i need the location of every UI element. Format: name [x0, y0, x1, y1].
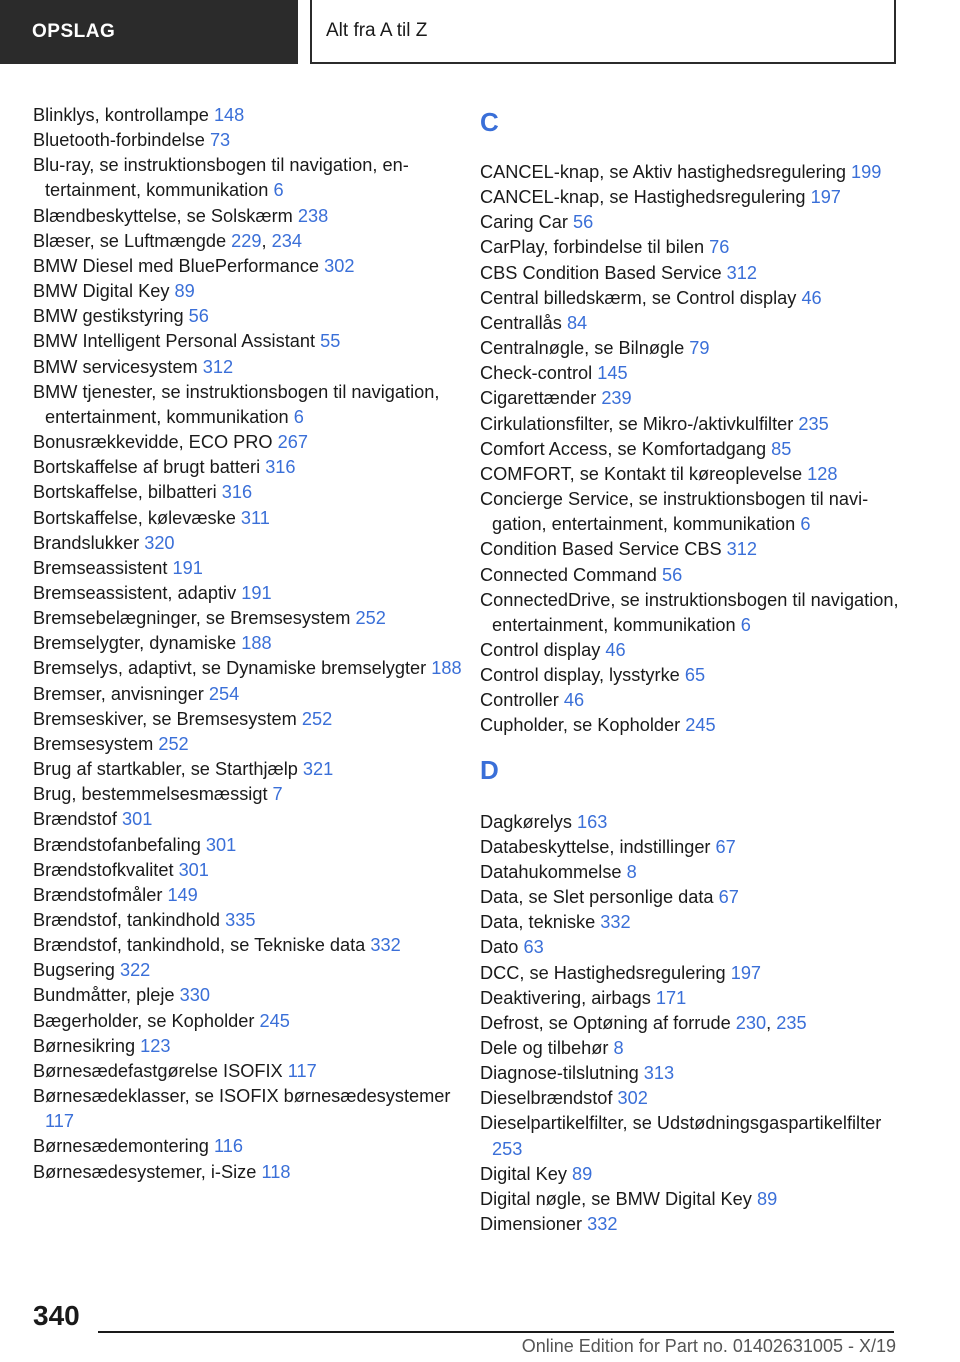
page-ref-link[interactable]: 332	[587, 1214, 618, 1235]
index-term: Dele og tilbehør	[480, 1038, 614, 1058]
index-term: CANCEL-knap, se Hastighedsregulering	[480, 187, 811, 208]
page-ref-link[interactable]: 302	[324, 255, 355, 276]
index-group-c	[480, 160, 900, 739]
index-term: Blu-ray, se instruktionsbogen til navigation, entertainment, kommunikation	[33, 155, 409, 201]
index-term: Bremseskiver, se Bremsesystem	[33, 708, 302, 729]
page-ref-link[interactable]: 73	[209, 130, 231, 151]
index-term: DCC, se Hastighedsregulering	[480, 962, 731, 983]
index-term: Dieselpartikelfilter, se Udstødningsgaspartikelfilter	[480, 1113, 882, 1134]
index-term: CarPlay, forbindelse til bilen	[480, 237, 710, 258]
index-term: Bremsesystem	[33, 733, 159, 754]
index-term: Bremselygter, dynamiske	[33, 633, 242, 654]
index-term: Brug, bestemmelsesmæssigt	[33, 784, 273, 805]
index-entry	[33, 958, 463, 983]
index-entry	[33, 229, 463, 254]
index-term: Databeskyttelse, indstillinger	[480, 836, 716, 857]
index-term: Børnesædefastgørelse ISOFIX	[33, 1060, 288, 1081]
page-ref-link[interactable]: 229	[231, 230, 262, 251]
page-ref-link[interactable]: 8	[626, 861, 637, 882]
page-ref-link[interactable]: 199	[851, 162, 882, 182]
index-entry	[33, 631, 463, 656]
index-term: Condition Based Service CBS	[480, 539, 727, 560]
page-ref-link[interactable]: 188	[241, 633, 272, 654]
page-ref-link[interactable]: 7	[272, 784, 283, 805]
index-term: Control display, lysstyrke	[480, 665, 685, 686]
index-entry	[480, 361, 900, 386]
page-ref-link[interactable]: 252	[355, 608, 386, 629]
index-term: Diagnose-tilslutning	[480, 1063, 644, 1084]
index-entry	[480, 1061, 900, 1086]
index-entry	[33, 1134, 463, 1159]
index-entry	[480, 588, 900, 638]
index-term: Centrallås	[480, 312, 567, 333]
page-ref-link[interactable]: 320	[144, 532, 175, 553]
index-entry	[33, 707, 463, 732]
index-entry	[33, 682, 463, 707]
index-column-right	[480, 103, 900, 1237]
page-ref-link[interactable]: 89	[174, 281, 195, 302]
index-entry	[480, 563, 900, 588]
index-term: Blæser, se Luftmængde	[33, 230, 232, 251]
index-entry	[33, 933, 463, 958]
index-entry	[480, 910, 900, 935]
index-entry	[33, 355, 463, 380]
page-ref-link[interactable]: 191	[172, 557, 203, 578]
page-ref-link[interactable]: 321	[302, 759, 334, 780]
footer-divider	[98, 1331, 894, 1333]
index-term: Digital Key	[480, 1163, 572, 1184]
page-ref-link[interactable]: 65	[684, 665, 706, 686]
letter-heading-c: C	[480, 107, 499, 137]
index-term: Digital nøgle, se BMW Digital Key	[480, 1188, 757, 1209]
index-term: Børnesædemontering	[33, 1136, 214, 1157]
page-ref-link[interactable]: 79	[689, 338, 710, 359]
index-term: BMW tjenester, se instruktionsbogen til navigation, entertainment, kommunikation	[33, 381, 440, 427]
index-entry	[33, 807, 463, 832]
index-column-left	[33, 103, 463, 1185]
index-entry	[480, 1187, 900, 1212]
index-entry	[33, 757, 463, 782]
page-ref-link[interactable]: 145	[597, 363, 628, 384]
index-term: Børnesikring	[33, 1035, 141, 1056]
page-ref-link[interactable]: 191	[241, 582, 272, 603]
index-entry	[33, 430, 463, 455]
index-entry	[480, 487, 900, 537]
index-entry	[480, 961, 900, 986]
page-ref-link[interactable]: 312	[726, 539, 758, 560]
page-ref-link[interactable]: 149	[167, 884, 198, 905]
page-ref-link[interactable]: 197	[810, 187, 841, 208]
page-ref-link[interactable]: 89	[572, 1163, 593, 1184]
index-entry	[480, 810, 900, 835]
page-ref-link[interactable]: 46	[801, 287, 822, 308]
page-ref-link[interactable]: 6	[800, 514, 811, 535]
index-entry	[33, 254, 463, 279]
index-group-d	[480, 810, 900, 1238]
index-term: Concierge Service, se instruktionsbogen til navigation, entertainment, kommunikation	[480, 489, 869, 535]
index-entry	[33, 782, 463, 807]
index-term: Cirkulationsfilter, se Mikro-/aktivkulfilter	[480, 413, 799, 434]
index-term: Bortskaffelse, bilbatteri	[33, 482, 222, 503]
index-term: ConnectedDrive, se instruktionsbogen til navigation, entertainment, kommunikation	[480, 589, 899, 635]
page-ref-link[interactable]: 301	[121, 809, 153, 830]
index-entry	[33, 153, 463, 203]
page-ref-link[interactable]: 46	[605, 639, 626, 660]
page-ref-link[interactable]: 332	[370, 935, 401, 956]
index-entry	[480, 885, 900, 910]
index-term: Bremser, anvisninger	[33, 683, 209, 704]
index-term: Bortskaffelse af brugt batteri	[33, 457, 266, 478]
index-entry	[480, 210, 900, 235]
page-ref-link[interactable]: 117	[287, 1060, 317, 1081]
page-ref-link[interactable]: 118	[261, 1161, 291, 1182]
index-entry	[33, 506, 463, 531]
index-entry	[33, 732, 463, 757]
index-entry	[480, 336, 900, 361]
index-entry	[33, 1059, 463, 1084]
page-ref-link[interactable]: 316	[265, 457, 296, 478]
page-ref-link[interactable]: 148	[213, 105, 245, 125]
index-entry	[480, 835, 900, 860]
index-entry	[33, 531, 463, 556]
index-term: Comfort Access, se Komfortadgang	[480, 438, 772, 459]
index-term: Børnesædeklasser, se ISOFIX børnesædesystemer	[33, 1086, 451, 1107]
index-term: Check-control	[480, 363, 598, 384]
index-entry	[33, 455, 463, 480]
page-ref-link[interactable]: 55	[320, 331, 341, 352]
index-entry	[33, 480, 463, 505]
index-entry	[480, 688, 900, 713]
index-entry	[33, 380, 463, 430]
index-entry	[480, 860, 900, 885]
index-term: Bremselys, adaptivt, se Dynamiske bremselygter	[33, 658, 432, 679]
page-ref-link[interactable]: 85	[771, 438, 792, 459]
index-term: Bundmåtter, pleje	[33, 985, 180, 1006]
index-entry	[480, 663, 900, 688]
index-term: Caring Car	[480, 212, 573, 233]
page-ref-link[interactable]: 46	[563, 690, 585, 711]
index-entry	[480, 160, 900, 185]
index-term: Controller	[480, 690, 564, 711]
index-term: Brændstof, tankindhold, se Tekniske data	[33, 935, 371, 956]
index-entry	[480, 437, 900, 462]
index-term: Dagkørelys	[480, 811, 578, 832]
index-term: BMW Intelligent Personal Assistant	[33, 331, 321, 352]
index-term: Dieselbrændstof	[480, 1088, 618, 1109]
letter-heading-d: D	[480, 754, 499, 785]
index-entry	[480, 261, 900, 286]
page-ref-link[interactable]: 254	[208, 683, 240, 704]
index-term: Bonusrækkevidde, ECO PRO	[33, 432, 278, 453]
page-ref-link[interactable]: 322	[119, 960, 151, 981]
index-term: Blændbeskyttelse, se Solskærm	[33, 205, 298, 226]
page-ref-link[interactable]: 128	[807, 463, 838, 484]
index-entry	[480, 185, 900, 210]
index-term: Brug af startkabler, se Starthjælp	[33, 759, 303, 780]
page-ref-link[interactable]: 89	[756, 1188, 778, 1209]
page-ref-link[interactable]: 335	[225, 910, 256, 930]
index-term: Centralnøgle, se Bilnøgle	[480, 338, 690, 359]
index-entry	[480, 537, 900, 562]
index-term: Deaktivering, airbags	[480, 987, 656, 1008]
index-entry	[33, 1009, 463, 1034]
page-ref-link[interactable]: 197	[730, 962, 762, 983]
page-ref-link[interactable]: 332	[600, 912, 631, 933]
index-entry	[33, 983, 463, 1008]
index-entry	[33, 656, 463, 681]
index-entry	[480, 286, 900, 311]
index-term: Børnesædesystemer, i-Size	[33, 1161, 262, 1182]
page-ref-link[interactable]: 316	[221, 482, 253, 503]
index-entry	[33, 908, 463, 933]
index-term: Bremseassistent	[33, 557, 173, 578]
index-term: Data, tekniske	[480, 912, 601, 933]
page-ref-link[interactable]: 56	[188, 306, 209, 327]
index-entry	[33, 329, 463, 354]
index-term: Datahukommelse	[480, 861, 627, 882]
page-ref-link[interactable]: 63	[523, 937, 544, 958]
index-term: CANCEL-knap, se Aktiv hastighedsregulering	[480, 162, 852, 182]
index-entry	[33, 1160, 463, 1185]
page-ref-link[interactable]: 301	[205, 834, 237, 855]
index-term: Cigarettænder	[480, 388, 602, 409]
index-term: Bluetooth-forbindelse	[33, 130, 210, 151]
page-ref-link[interactable]: 252	[301, 708, 333, 729]
index-term: Defrost, se Optøning af forrude	[480, 1012, 736, 1033]
page-ref-link[interactable]: 6	[273, 180, 284, 201]
index-entry	[480, 638, 900, 663]
index-term: Dato	[480, 937, 524, 958]
index-term: Brændstof	[33, 809, 122, 830]
index-term: Brændstofanbefaling	[33, 834, 206, 855]
page-ref-link[interactable]: 117	[45, 1111, 74, 1132]
page-ref-link[interactable]: 311	[240, 507, 270, 528]
index-entry	[33, 304, 463, 329]
page-ref-link[interactable]: 245	[685, 715, 716, 736]
page-ref-link[interactable]: 245	[259, 1010, 290, 1031]
index-entry	[480, 311, 900, 336]
index-term: Cupholder, se Kopholder	[480, 715, 686, 736]
section-label: OPSLAG	[32, 21, 116, 42]
index-term: Blinklys, kontrollampe	[33, 105, 214, 125]
page-ref-link[interactable]: 235	[798, 413, 829, 434]
index-entry	[480, 1212, 900, 1237]
index-entry	[33, 279, 463, 304]
page-ref-link[interactable]: 67	[718, 887, 739, 908]
index-term: Brændstofkvalitet	[33, 859, 179, 880]
index-entry	[480, 986, 900, 1011]
index-term: Brandslukker	[33, 532, 145, 553]
index-entry	[480, 386, 900, 411]
page-ref-link[interactable]: 6	[740, 614, 751, 635]
page-ref-link[interactable]: 56	[573, 212, 594, 233]
index-term: Data, se Slet personlige data	[480, 887, 719, 908]
header-title-box	[310, 0, 896, 64]
index-entry	[480, 412, 900, 437]
page-ref-link[interactable]: 238	[297, 205, 329, 226]
page-ref-link[interactable]: 116	[213, 1136, 243, 1157]
index-entry	[33, 556, 463, 581]
index-entry	[480, 1162, 900, 1187]
page-ref-link[interactable]: 330	[179, 985, 210, 1006]
index-entry	[33, 858, 463, 883]
index-entry	[480, 1036, 900, 1061]
index-term: Bremseassistent, adaptiv	[33, 582, 242, 603]
page-ref-link[interactable]: 163	[577, 811, 608, 832]
index-entry	[480, 462, 900, 487]
page-ref-link[interactable]: 301	[178, 859, 209, 880]
page-ref-link[interactable]: 267	[277, 432, 308, 453]
index-entry	[480, 713, 900, 738]
page-ref-link[interactable]: 67	[715, 836, 736, 857]
index-term: Bugsering	[33, 960, 120, 981]
index-term: Brændstofmåler	[33, 884, 168, 905]
index-entry	[33, 103, 463, 128]
index-term: Bremsebelægninger, se Bremsesystem	[33, 608, 356, 629]
index-entry	[480, 935, 900, 960]
index-entry	[33, 1034, 463, 1059]
index-entry	[480, 235, 900, 260]
page-ref-link[interactable]: 302	[617, 1088, 648, 1109]
index-entry	[33, 883, 463, 908]
index-term: Brændstof, tankindhold	[33, 910, 226, 930]
page-ref-link[interactable]: 234	[271, 230, 302, 251]
page-ref-link[interactable]: 230	[735, 1012, 767, 1033]
page-number: 340	[33, 1300, 80, 1331]
index-term: Connected Command	[480, 564, 662, 585]
index-entry	[480, 1011, 900, 1036]
index-term: Dimensioner	[480, 1214, 588, 1235]
page-ref-link[interactable]: 84	[566, 312, 588, 333]
page-ref-link[interactable]: 313	[643, 1063, 675, 1084]
index-entry	[33, 1084, 463, 1134]
page-ref-link[interactable]: 56	[661, 564, 683, 585]
page-ref-link[interactable]: 312	[726, 262, 758, 283]
index-term: BMW Digital Key	[33, 281, 175, 302]
page-ref-link[interactable]: 252	[158, 733, 189, 754]
index-entry	[480, 1086, 900, 1111]
page-ref-separator: ,	[766, 1012, 777, 1033]
page-ref-link[interactable]: 235	[776, 1012, 807, 1033]
page-ref-link[interactable]: 239	[601, 388, 632, 409]
index-term: Bægerholder, se Kopholder	[33, 1010, 260, 1031]
index-entry	[33, 606, 463, 631]
index-term: BMW servicesystem	[33, 356, 203, 377]
index-term: BMW Diesel med BluePerformance	[33, 255, 325, 276]
index-term: Bortskaffelse, kølevæske	[33, 507, 241, 528]
index-term: Control display	[480, 639, 606, 660]
index-entry	[33, 128, 463, 153]
page-ref-link[interactable]: 171	[655, 987, 687, 1008]
index-entry	[33, 204, 463, 229]
index-entry	[33, 833, 463, 858]
index-term: BMW gestikstyring	[33, 306, 189, 327]
page-ref-link[interactable]: 76	[709, 237, 730, 258]
page-ref-link[interactable]: 6	[293, 406, 304, 427]
index-term: COMFORT, se Kontakt til køreoplevelse	[480, 463, 808, 484]
footer-edition: Online Edition for Part no. 01402631005 - X/19	[521, 1336, 896, 1356]
page-ref-link[interactable]: 253	[492, 1138, 523, 1159]
index-term: CBS Condition Based Service	[480, 262, 727, 283]
page-ref-link[interactable]: 8	[613, 1038, 624, 1058]
page-title: Alt fra A til Z	[326, 20, 428, 41]
page-ref-separator: ,	[261, 230, 272, 251]
page-ref-link[interactable]: 188	[431, 658, 462, 679]
page-ref-link[interactable]: 312	[202, 356, 234, 377]
index-entry	[480, 1111, 900, 1161]
index-term: Central billedskærm, se Control display	[480, 287, 802, 308]
index-entry	[33, 581, 463, 606]
section-tab	[0, 0, 298, 64]
page-ref-link[interactable]: 123	[140, 1035, 171, 1056]
